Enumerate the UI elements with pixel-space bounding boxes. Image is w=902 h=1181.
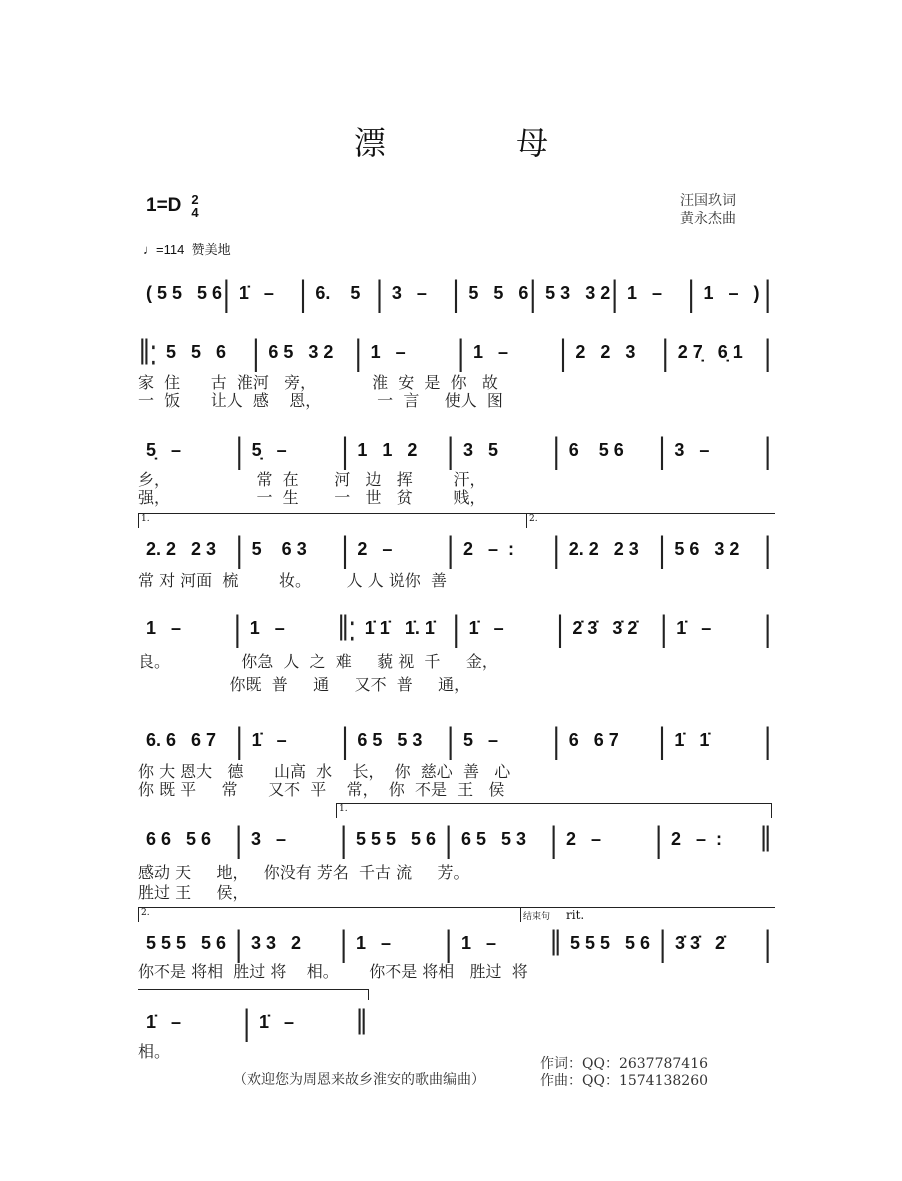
volta-label: 结束句 <box>523 912 551 922</box>
volta-bracket <box>526 513 775 528</box>
measure: 1 – <box>461 932 497 953</box>
volta-bracket <box>138 513 526 528</box>
expression: 赞美地 <box>191 242 231 257</box>
measure: 6 6 7 <box>568 729 619 750</box>
barline: | <box>376 272 383 314</box>
score-system <box>138 528 772 570</box>
measure: 1̇ – <box>676 617 712 638</box>
lyrics-line: 感动 天 地， 你没有 芳名 千古 流 芳。 <box>138 863 470 882</box>
barline: | <box>354 331 362 373</box>
lyrics-line: 一 饭 让人 感 恩， 一 言 使人 图 <box>138 391 503 410</box>
barline: | <box>529 272 537 314</box>
barline: | <box>447 719 455 761</box>
measure: 2̇ 3̇ 3̇ 2̇ <box>572 617 638 638</box>
barline: | <box>764 429 772 471</box>
measure: 2 – <box>357 538 393 559</box>
measure: 3 3 2 <box>251 932 302 953</box>
barline: | <box>235 719 243 761</box>
footer-note: （欢迎您为周恩来故乡淮安的歌曲编曲） <box>233 1072 485 1088</box>
measure: 1̇ – <box>468 617 504 638</box>
barline: | <box>452 607 460 649</box>
barline: | <box>235 528 243 570</box>
measure: 5 5 5 5 6 <box>569 932 651 953</box>
score-system <box>138 272 772 314</box>
barline: | <box>764 607 771 649</box>
barline: | <box>552 528 560 570</box>
time-top: 2 <box>191 192 199 207</box>
barline: | <box>341 528 349 570</box>
measure: 2 2 3 <box>575 341 636 362</box>
measure: 5̣ – <box>251 439 287 460</box>
lyrics-line: 你 大 恩大 德 山高 水 长， 你 慈心 善 心 <box>138 762 511 781</box>
measure: 3 5 <box>463 439 499 460</box>
measure: 5 5 6 <box>468 282 529 303</box>
volta-label: 2. <box>529 514 538 524</box>
barline: | <box>658 528 666 570</box>
measure: 3 – <box>674 439 710 460</box>
score-system <box>138 607 772 649</box>
barline: | <box>550 818 557 860</box>
time-bottom: 4 <box>191 205 199 220</box>
measure: 1̇ 1̇ 1̇. 1̇ <box>364 617 435 638</box>
measure: 2. 2 2 3 <box>568 538 639 559</box>
measure: 1̇ – <box>238 282 274 303</box>
barline: | <box>764 272 772 314</box>
measure: 2 7̣ 6̣ 1 <box>677 341 743 362</box>
measure: 5 3 3 2 <box>545 282 611 303</box>
measure: 6 5 5 3 <box>357 729 423 750</box>
barline: | <box>658 429 666 471</box>
score-system <box>138 719 772 761</box>
measure: 5 5 5 5 6 <box>146 932 227 953</box>
barline: | <box>552 719 560 761</box>
barline: | <box>235 429 243 471</box>
lyrics-line: 强， 一 生 一 世 贫 贱， <box>138 488 486 507</box>
barline: | <box>340 922 347 964</box>
score-system <box>138 922 772 964</box>
ritardando-mark: rit. <box>566 908 585 922</box>
barline: | <box>235 922 242 964</box>
score-system <box>138 1001 368 1043</box>
lyrics-line: 你既 普 通 又不 普 通， <box>138 675 471 694</box>
measure: 3 – <box>251 828 287 849</box>
measure: 1̇ – <box>251 729 287 750</box>
barline: | <box>611 272 618 314</box>
measure: 2 – : <box>463 538 515 559</box>
barline: | <box>243 1001 251 1043</box>
lyrics-line: 常 对 河面 梳 妆。 人 人 说你 善 <box>138 571 447 590</box>
volta-label: 1. <box>141 514 150 524</box>
key-signature <box>146 193 199 219</box>
measure: 5̣ – <box>146 439 182 460</box>
score-system <box>138 818 772 860</box>
measure: 2 – : <box>671 828 723 849</box>
barline: | <box>661 331 669 373</box>
barline: | <box>452 272 460 314</box>
credits <box>680 192 736 228</box>
measure: 1 – ) <box>703 282 760 303</box>
key: 1=D <box>146 195 182 217</box>
barline: | <box>299 272 307 314</box>
barline: | <box>658 719 666 761</box>
barline: | <box>445 818 452 860</box>
measure: 2 – <box>566 828 602 849</box>
lyrics-line: 你 既 平 常 又不 平 常， 你 不是 王 侯 <box>138 780 505 799</box>
repeat-start-barline: ‖: <box>139 331 157 373</box>
barline: | <box>764 922 771 964</box>
time-signature <box>191 193 198 219</box>
lyrics-line: 良。 你急 人 之 难 藐 视 千 金， <box>138 652 498 671</box>
barline: | <box>655 818 662 860</box>
measure: 3 – <box>391 282 427 303</box>
measure: 6 5 6 <box>568 439 624 460</box>
lyrics-line: 家 住 古 淮河 旁， 淮 安 是 你 故 <box>138 373 498 392</box>
barline: | <box>223 272 230 314</box>
volta-bracket <box>520 907 775 922</box>
measure: 1 – <box>473 341 509 362</box>
measure: 1 – <box>370 341 406 362</box>
barline: | <box>341 429 349 471</box>
barline: ‖: <box>337 607 356 649</box>
score-system <box>138 429 772 471</box>
composer-qq: 作曲：QQ：1574138260 <box>540 1073 709 1089</box>
tempo-marking <box>143 239 231 258</box>
tempo: ♩=114 <box>143 242 185 257</box>
measure: 6 5 3 2 <box>268 341 334 362</box>
measure: 3̇ 3̇ 2̇ <box>674 932 726 953</box>
barline: | <box>764 719 772 761</box>
barline: | <box>559 331 567 373</box>
composer: 黄永杰曲 <box>680 211 736 227</box>
barline: | <box>445 922 452 964</box>
barline: | <box>447 429 455 471</box>
barline: | <box>457 331 464 373</box>
measure: 6 6 5 6 <box>146 828 212 849</box>
volta-label: 1. <box>339 804 348 814</box>
measure: 1 – <box>627 282 663 303</box>
barline: | <box>447 528 455 570</box>
song-title: 漂 母 <box>353 124 609 162</box>
lyricist: 汪国玖词 <box>680 193 736 209</box>
measure: 1 – <box>146 617 182 638</box>
measure: 5 6 3 <box>251 538 307 559</box>
measure: 6 5 5 3 <box>461 828 527 849</box>
measure: 5 6 3 2 <box>674 538 740 559</box>
volta-label: 2. <box>141 908 150 918</box>
barline: ‖ <box>550 922 561 964</box>
barline: | <box>235 818 242 860</box>
barline: | <box>252 331 260 373</box>
measure: 1 1 2 <box>357 439 418 460</box>
lyrics-line: 乡， 常 在 河 边 挥 汗， <box>138 470 486 489</box>
measure: 6. 6 6 7 <box>146 729 217 750</box>
barline: | <box>341 719 349 761</box>
measure: 5 5 6 <box>165 341 227 362</box>
barline: ‖ <box>356 1001 368 1043</box>
barline: | <box>764 528 772 570</box>
barline: | <box>340 818 347 860</box>
lyrics-line: 你不是 将相 胜过 将 相。 你不是 将相 胜过 将 <box>138 962 528 981</box>
lyrics-line: 胜过 王 侯， <box>138 883 249 902</box>
barline: ‖ <box>760 818 771 860</box>
measure: 5 5 5 5 6 <box>356 828 437 849</box>
volta-bracket <box>336 803 772 818</box>
barline: | <box>764 331 772 373</box>
measure: 1 – <box>249 617 285 638</box>
measure: 1 – <box>356 932 392 953</box>
barline: | <box>660 607 668 649</box>
measure: 2. 2 2 3 <box>146 538 217 559</box>
measure: 1̇ 1̇ <box>674 729 710 750</box>
measure: ( 5 5 5 6 <box>146 282 223 303</box>
barline: | <box>687 272 695 314</box>
barline: | <box>234 607 241 649</box>
barline: | <box>552 429 560 471</box>
measure: 5 – <box>463 729 499 750</box>
lyrics-line: 相。 <box>138 1042 171 1061</box>
ending-bracket <box>138 989 369 1000</box>
score-system <box>138 331 772 373</box>
barline: | <box>556 607 564 649</box>
volta-bracket <box>138 907 521 922</box>
measure: 1̇ – <box>259 1011 295 1032</box>
barline: | <box>659 922 666 964</box>
measure: 1̇ – <box>146 1011 182 1032</box>
lyricist-qq: 作词：QQ：2637787416 <box>540 1056 709 1072</box>
measure: 6. 5 <box>315 282 361 303</box>
